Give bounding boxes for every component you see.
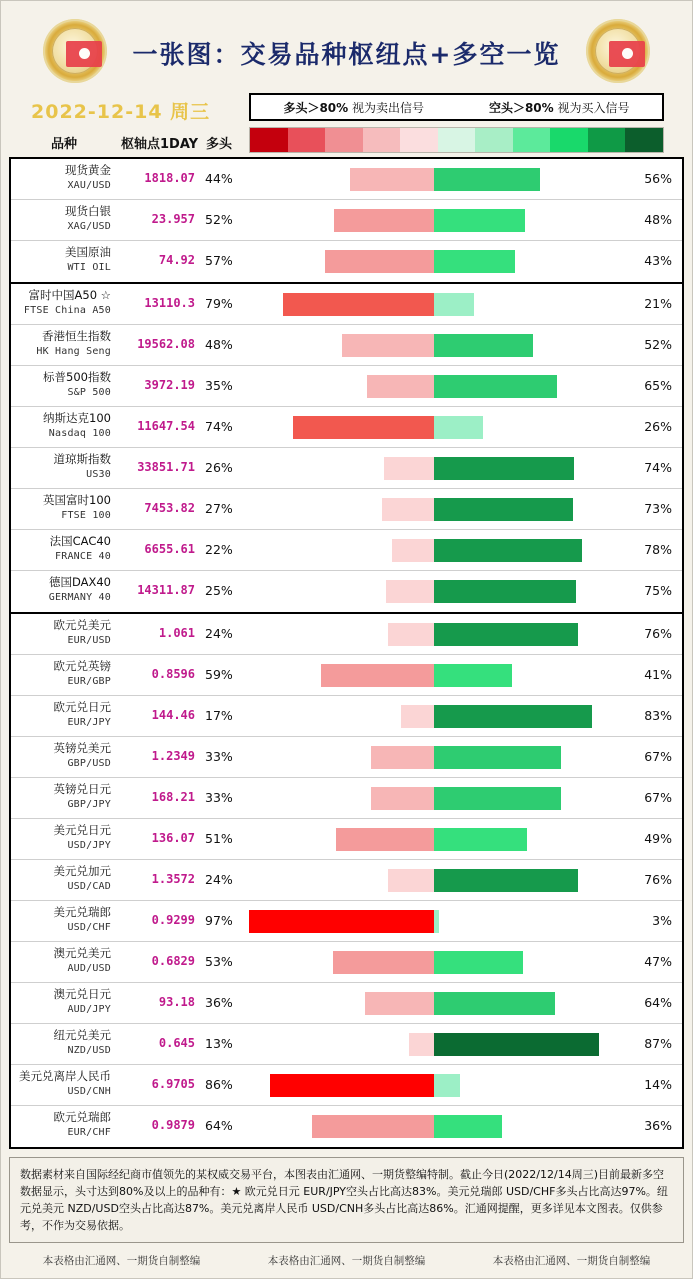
instrument-code: EUR/JPY xyxy=(67,717,111,728)
instrument-name xyxy=(11,534,111,564)
instrument-code: FRANCE 40 xyxy=(55,551,111,562)
table-row[interactable] xyxy=(11,655,682,696)
short-bar xyxy=(434,250,516,273)
ratio-bar-track xyxy=(243,416,624,439)
long-percent: 36% xyxy=(205,995,233,1010)
footnote-text: 数据素材来自国际经纪商市值领先的某权威交易平台，本图表由汇通网、一期货整编特制。截止今日(2022/12/14周三)目前最新多空数据显示，头寸达到80%及以上的品种有：★ 欧元兑日元 EUR/JPY空头占比高达83%。美元兑瑞郎 USD/CHF多头占比高达97%。纽元兑美元 NZD/USD空头占比高达87%。美元兑离岸人民币 USD/CNH多头占比高达86%。汇通网提醒，更多详见本文图表。仅供参考，不作为交易依据。 xyxy=(9,1157,684,1243)
legend-short-signal xyxy=(457,99,663,116)
instrument-name-cn: 美国原油 xyxy=(65,245,111,259)
legend-short-threshold: 空头＞80% xyxy=(488,100,554,115)
instrument-table xyxy=(9,157,684,1149)
short-percent: 64% xyxy=(644,995,672,1010)
long-bar xyxy=(333,951,434,974)
table-row[interactable] xyxy=(11,696,682,737)
legend-short-note: 视为买入信号 xyxy=(557,100,630,115)
table-row[interactable] xyxy=(11,1024,682,1065)
long-bar xyxy=(365,992,434,1015)
long-bar xyxy=(312,1115,434,1138)
credit-1: 本表格由汇通网、一期货自制整编 xyxy=(42,1255,201,1267)
instrument-code: S&P 500 xyxy=(67,387,111,398)
table-row[interactable] xyxy=(11,241,682,282)
instrument-name xyxy=(11,575,111,605)
instrument-name xyxy=(11,700,111,730)
long-percent: 64% xyxy=(205,1118,233,1133)
long-percent: 86% xyxy=(205,1077,233,1092)
long-bar xyxy=(386,580,434,603)
long-bar xyxy=(342,334,433,357)
pivot-value: 11647.54 xyxy=(137,419,195,433)
date-legend-row xyxy=(9,93,684,127)
long-percent: 48% xyxy=(205,337,233,352)
long-bar xyxy=(350,168,434,191)
instrument-name-cn: 道琼斯指数 xyxy=(53,452,111,466)
instrument-name xyxy=(11,823,111,853)
table-row[interactable] xyxy=(11,614,682,655)
short-percent: 26% xyxy=(644,419,672,434)
short-bar xyxy=(434,1074,461,1097)
long-bar xyxy=(321,664,433,687)
table-row[interactable] xyxy=(11,325,682,366)
table-row[interactable] xyxy=(11,159,682,200)
pivot-value: 0.9879 xyxy=(151,1118,195,1132)
instrument-code: FTSE China A50 xyxy=(23,305,111,316)
instrument-name xyxy=(11,741,111,771)
instrument-name-cn: 香港恒生指数 xyxy=(42,329,111,343)
instrument-name xyxy=(11,782,111,812)
ratio-bar-track xyxy=(243,1074,624,1097)
date-label: 2022-12-14 周三 xyxy=(31,101,211,123)
pivot-value: 7453.82 xyxy=(144,501,195,515)
instrument-name-cn: 美元兑日元 xyxy=(53,823,111,837)
instrument-code: EUR/USD xyxy=(67,635,111,646)
instrument-code: USD/JPY xyxy=(67,840,111,851)
legend-long-signal xyxy=(251,99,457,116)
instrument-name-cn: 美元兑瑞郎 xyxy=(53,905,111,919)
ratio-bar-track xyxy=(243,623,624,646)
legend-long-note: 视为卖出信号 xyxy=(352,100,425,115)
long-bar xyxy=(384,457,434,480)
ratio-bar-track xyxy=(243,705,624,728)
color-swatch-3 xyxy=(363,128,401,152)
column-header-long: 多头 xyxy=(206,137,233,152)
long-percent: 35% xyxy=(205,378,233,393)
ratio-bar-track xyxy=(243,828,624,851)
instrument-name-cn: 富时中国A50 ☆ xyxy=(28,288,111,302)
instrument-name xyxy=(11,659,111,689)
pivot-value: 144.46 xyxy=(151,708,195,722)
short-percent: 49% xyxy=(644,831,672,846)
instrument-code: GBP/USD xyxy=(67,758,111,769)
instrument-name xyxy=(11,1028,111,1058)
long-percent: 51% xyxy=(205,831,233,846)
color-scale-legend xyxy=(249,127,664,153)
long-bar xyxy=(334,209,433,232)
short-percent: 74% xyxy=(644,460,672,475)
ratio-bar-track xyxy=(243,498,624,521)
short-bar xyxy=(434,869,579,892)
instrument-name xyxy=(11,329,111,359)
short-bar xyxy=(434,1115,503,1138)
long-bar xyxy=(388,623,434,646)
instrument-name-cn: 标普500指数 xyxy=(43,370,111,384)
short-percent: 56% xyxy=(644,171,672,186)
page-title: 一张图：交易品种枢纽点+多空一览 xyxy=(132,40,561,69)
long-percent: 52% xyxy=(205,212,233,227)
instrument-group xyxy=(11,614,682,1147)
short-percent: 65% xyxy=(644,378,672,393)
short-percent: 83% xyxy=(644,708,672,723)
instrument-name-cn: 美元兑离岸人民币 xyxy=(19,1069,111,1083)
pivot-value: 0.645 xyxy=(158,1036,195,1050)
pivot-value: 23.957 xyxy=(151,212,195,226)
long-bar xyxy=(249,910,434,933)
instrument-name-cn: 现货黄金 xyxy=(65,163,111,177)
instrument-name xyxy=(11,411,111,441)
instrument-name-cn: 英国富时100 xyxy=(43,493,111,507)
instrument-name-cn: 法国CAC40 xyxy=(49,534,111,548)
ratio-bar-track xyxy=(243,334,624,357)
instrument-code: USD/CHF xyxy=(67,922,111,933)
ratio-bar-track xyxy=(243,457,624,480)
pivot-value: 74.92 xyxy=(158,253,195,267)
long-percent: 33% xyxy=(205,790,233,805)
instrument-code: XAG/USD xyxy=(67,221,111,232)
short-percent: 78% xyxy=(644,542,672,557)
long-percent: 17% xyxy=(205,708,233,723)
table-row[interactable] xyxy=(11,860,682,901)
long-bar xyxy=(382,498,433,521)
short-bar xyxy=(434,623,579,646)
coin-inner-left xyxy=(52,28,98,74)
short-bar xyxy=(434,787,562,810)
long-bar xyxy=(270,1074,434,1097)
short-percent: 67% xyxy=(644,749,672,764)
long-bar xyxy=(325,250,434,273)
instrument-code: AUD/JPY xyxy=(67,1004,111,1015)
table-row[interactable] xyxy=(11,983,682,1024)
pivot-value: 14311.87 xyxy=(137,583,195,597)
column-header-pivot: 枢轴点1DAY xyxy=(121,137,199,152)
long-percent: 74% xyxy=(205,419,233,434)
instrument-name xyxy=(11,163,111,193)
instrument-name xyxy=(11,905,111,935)
table-row[interactable] xyxy=(11,407,682,448)
short-bar xyxy=(434,910,440,933)
ratio-bar-track xyxy=(243,580,624,603)
short-bar xyxy=(434,416,484,439)
table-row[interactable] xyxy=(11,366,682,407)
instrument-name-cn: 美元兑加元 xyxy=(53,864,111,878)
long-percent: 13% xyxy=(205,1036,233,1051)
instrument-code: EUR/GBP xyxy=(67,676,111,687)
ratio-bar-track xyxy=(243,1115,624,1138)
instrument-code: HK Hang Seng xyxy=(36,346,111,357)
ratio-bar-track xyxy=(243,746,624,769)
long-bar xyxy=(388,869,434,892)
long-percent: 22% xyxy=(205,542,233,557)
instrument-name-cn: 现货白银 xyxy=(65,204,111,218)
instrument-code: AUD/USD xyxy=(67,963,111,974)
instrument-name-cn: 澳元兑日元 xyxy=(53,987,111,1001)
long-bar xyxy=(367,375,434,398)
pivot-value: 13110.3 xyxy=(144,296,195,310)
long-bar xyxy=(293,416,434,439)
flag-icon-right xyxy=(609,41,645,67)
color-swatch-0 xyxy=(250,128,288,152)
short-bar xyxy=(434,828,527,851)
pivot-value: 6655.61 xyxy=(144,542,195,556)
coin-inner-right xyxy=(595,28,641,74)
short-percent: 76% xyxy=(644,872,672,887)
instrument-name-cn: 澳元兑美元 xyxy=(53,946,111,960)
short-bar xyxy=(434,334,533,357)
table-row[interactable] xyxy=(11,901,682,942)
color-swatch-8 xyxy=(550,128,588,152)
instrument-name-cn: 欧元兑瑞郎 xyxy=(53,1110,111,1124)
long-bar xyxy=(283,293,433,316)
ratio-bar-track xyxy=(243,910,624,933)
ratio-bar-track xyxy=(243,869,624,892)
short-bar xyxy=(434,457,575,480)
pivot-value: 33851.71 xyxy=(137,460,195,474)
table-row[interactable] xyxy=(11,942,682,983)
coin-icon-left xyxy=(43,19,107,83)
instrument-code: USD/CNH xyxy=(67,1086,111,1097)
short-percent: 73% xyxy=(644,501,672,516)
instrument-name-cn: 德国DAX40 xyxy=(48,575,111,589)
short-bar xyxy=(434,746,562,769)
instrument-name xyxy=(11,1069,111,1099)
short-bar xyxy=(434,539,583,562)
ratio-bar-track xyxy=(243,375,624,398)
pivot-value: 1.061 xyxy=(158,626,195,640)
short-percent: 87% xyxy=(644,1036,672,1051)
short-percent: 48% xyxy=(644,212,672,227)
color-swatch-1 xyxy=(288,128,326,152)
pivot-value: 93.18 xyxy=(158,995,195,1009)
instrument-name-cn: 英镑兑日元 xyxy=(53,782,111,796)
instrument-name xyxy=(11,288,111,318)
short-bar xyxy=(434,375,558,398)
short-bar xyxy=(434,209,525,232)
instrument-code: USD/CAD xyxy=(67,881,111,892)
short-percent: 52% xyxy=(644,337,672,352)
ratio-bar-track xyxy=(243,539,624,562)
instrument-name xyxy=(11,946,111,976)
instrument-name-cn: 欧元兑日元 xyxy=(53,700,111,714)
ratio-bar-track xyxy=(243,209,624,232)
instrument-name-cn: 欧元兑英镑 xyxy=(53,659,111,673)
pivot-value: 1.2349 xyxy=(151,749,195,763)
color-swatch-6 xyxy=(475,128,513,152)
pivot-value: 0.8596 xyxy=(151,667,195,681)
pivot-value: 1.3572 xyxy=(151,872,195,886)
credit-3: 本表格由汇通网、一期货自制整编 xyxy=(492,1255,651,1267)
instrument-group xyxy=(11,284,682,614)
long-bar xyxy=(401,705,433,728)
instrument-name xyxy=(11,245,111,275)
long-percent: 53% xyxy=(205,954,233,969)
table-row[interactable] xyxy=(11,1065,682,1106)
short-percent: 3% xyxy=(652,913,672,928)
short-percent: 43% xyxy=(644,253,672,268)
instrument-code: XAU/USD xyxy=(67,180,111,191)
instrument-name xyxy=(11,493,111,523)
short-percent: 47% xyxy=(644,954,672,969)
table-row[interactable] xyxy=(11,571,682,612)
long-percent: 24% xyxy=(205,626,233,641)
short-percent: 21% xyxy=(644,296,672,311)
short-bar xyxy=(434,293,474,316)
short-bar xyxy=(434,1033,600,1056)
long-percent: 97% xyxy=(205,913,233,928)
color-swatch-4 xyxy=(400,128,438,152)
long-bar xyxy=(336,828,433,851)
pivot-value: 0.6829 xyxy=(151,954,195,968)
short-percent: 76% xyxy=(644,626,672,641)
instrument-name xyxy=(11,864,111,894)
table-row[interactable] xyxy=(11,819,682,860)
long-percent: 59% xyxy=(205,667,233,682)
long-percent: 33% xyxy=(205,749,233,764)
table-row[interactable] xyxy=(11,448,682,489)
instrument-name xyxy=(11,618,111,648)
instrument-code: GERMANY 40 xyxy=(48,592,111,603)
long-percent: 24% xyxy=(205,872,233,887)
instrument-code: WTI OIL xyxy=(67,262,111,273)
instrument-code: GBP/JPY xyxy=(67,799,111,810)
long-bar xyxy=(392,539,434,562)
coin-icon-right xyxy=(586,19,650,83)
instrument-name-cn: 纳斯达克100 xyxy=(43,411,111,425)
pivot-value: 19562.08 xyxy=(137,337,195,351)
instrument-name-cn: 英镑兑美元 xyxy=(53,741,111,755)
instrument-group xyxy=(11,159,682,284)
pivot-value: 3972.19 xyxy=(144,378,195,392)
short-bar xyxy=(434,705,592,728)
short-bar xyxy=(434,168,541,191)
long-bar xyxy=(371,746,434,769)
table-row[interactable] xyxy=(11,530,682,571)
instrument-name-cn: 纽元兑美元 xyxy=(53,1028,111,1042)
short-percent: 67% xyxy=(644,790,672,805)
short-bar xyxy=(434,580,577,603)
short-percent: 14% xyxy=(644,1077,672,1092)
color-swatch-5 xyxy=(438,128,476,152)
pivot-value: 0.9299 xyxy=(151,913,195,927)
credits-row xyxy=(9,1253,684,1274)
table-row[interactable] xyxy=(11,284,682,325)
table-row[interactable] xyxy=(11,737,682,778)
table-row[interactable] xyxy=(11,200,682,241)
ratio-bar-track xyxy=(243,250,624,273)
short-percent: 75% xyxy=(644,583,672,598)
legend-long-threshold: 多头＞80% xyxy=(283,100,349,115)
short-bar xyxy=(434,664,512,687)
instrument-name xyxy=(11,370,111,400)
instrument-name xyxy=(11,452,111,482)
instrument-code: NZD/USD xyxy=(67,1045,111,1056)
short-bar xyxy=(434,951,524,974)
long-bar xyxy=(409,1033,434,1056)
long-bar xyxy=(371,787,434,810)
column-header-name: 品种 xyxy=(51,137,78,152)
table-row[interactable] xyxy=(11,489,682,530)
ratio-bar-track xyxy=(243,992,624,1015)
ratio-bar-track xyxy=(243,664,624,687)
ratio-bar-track xyxy=(243,168,624,191)
short-percent: 36% xyxy=(644,1118,672,1133)
color-swatch-7 xyxy=(513,128,551,152)
ratio-bar-track xyxy=(243,293,624,316)
long-percent: 44% xyxy=(205,171,233,186)
color-swatch-10 xyxy=(625,128,663,152)
long-percent: 27% xyxy=(205,501,233,516)
credit-2: 本表格由汇通网、一期货自制整编 xyxy=(267,1255,426,1267)
short-bar xyxy=(434,992,556,1015)
column-header-row xyxy=(9,127,684,157)
short-bar xyxy=(434,498,573,521)
long-percent: 79% xyxy=(205,296,233,311)
page-header xyxy=(9,7,684,93)
instrument-name xyxy=(11,987,111,1017)
color-swatch-9 xyxy=(588,128,626,152)
color-swatch-2 xyxy=(325,128,363,152)
instrument-code: Nasdaq 100 xyxy=(48,428,111,439)
ratio-bar-track xyxy=(243,951,624,974)
pivot-value: 136.07 xyxy=(151,831,195,845)
instrument-name xyxy=(11,1110,111,1140)
instrument-name xyxy=(11,204,111,234)
instrument-code: US30 xyxy=(86,469,111,480)
signal-legend-box xyxy=(249,93,664,121)
table-row[interactable] xyxy=(11,778,682,819)
long-percent: 25% xyxy=(205,583,233,598)
long-percent: 26% xyxy=(205,460,233,475)
ratio-bar-track xyxy=(243,1033,624,1056)
pivot-value: 6.9705 xyxy=(151,1077,195,1091)
instrument-code: FTSE 100 xyxy=(61,510,111,521)
ratio-bar-track xyxy=(243,787,624,810)
long-percent: 57% xyxy=(205,253,233,268)
instrument-name-cn: 欧元兑美元 xyxy=(53,618,111,632)
pivot-value: 168.21 xyxy=(151,790,195,804)
instrument-code: EUR/CHF xyxy=(67,1127,111,1138)
table-row[interactable] xyxy=(11,1106,682,1147)
flag-icon-left xyxy=(66,41,102,67)
short-percent: 41% xyxy=(644,667,672,682)
pivot-value: 1818.07 xyxy=(144,171,195,185)
